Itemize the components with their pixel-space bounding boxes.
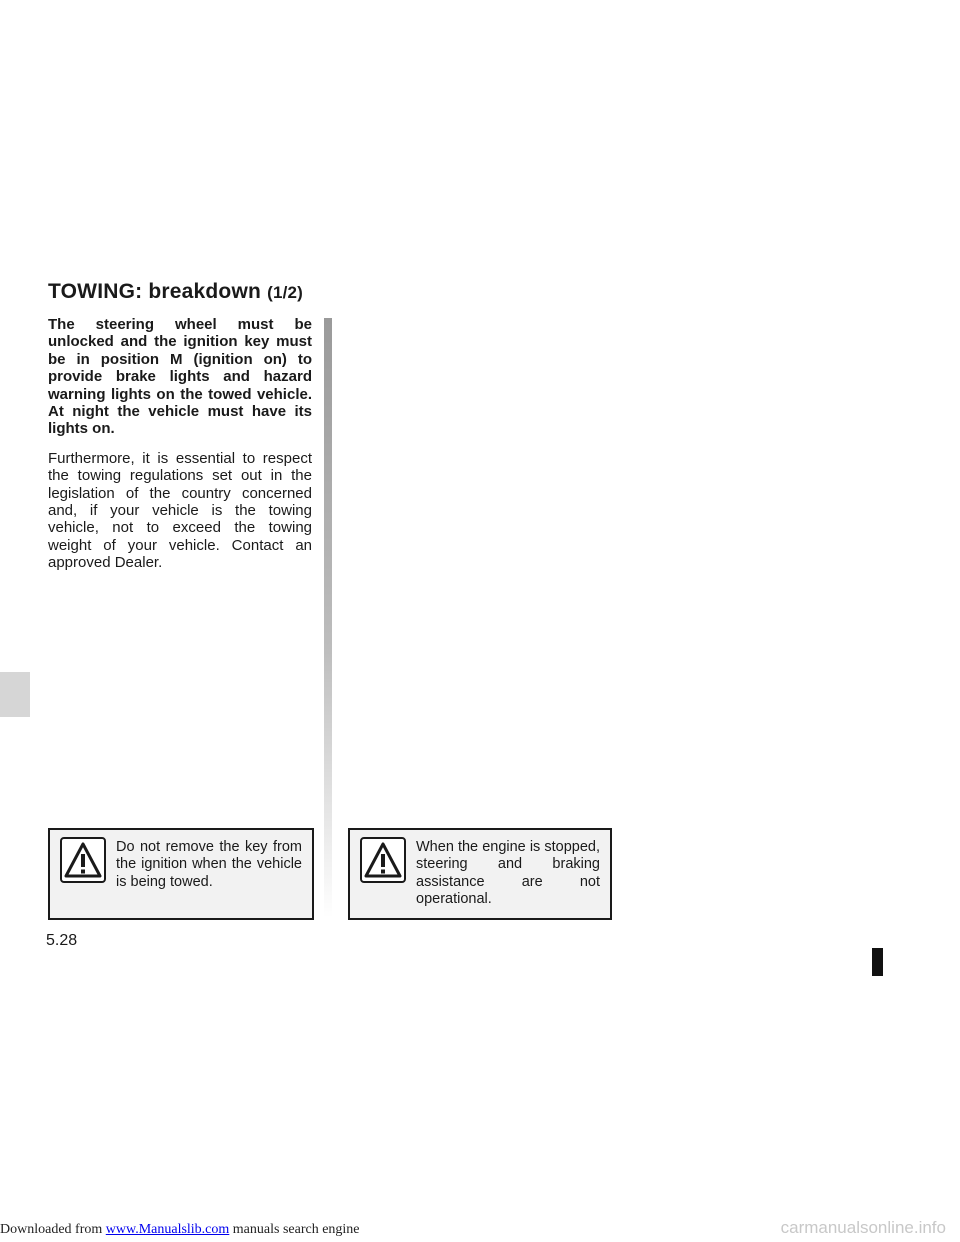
paragraph-regulations: Furthermore, it is essential to respect the towing regulations set out in the legislation of the country concerned and, if your vehicle is the towing vehicle, not to exceed the towing weight of your vehicle. Contact an approved Dealer. bbox=[48, 449, 312, 572]
section-end-marker bbox=[872, 948, 883, 976]
footer-prefix: Downloaded from bbox=[0, 1222, 106, 1237]
footer-source bbox=[0, 1222, 360, 1238]
column-divider bbox=[324, 318, 332, 918]
warning-text: When the engine is stopped, steering and braking assistance are not operational. bbox=[416, 839, 600, 907]
watermark-text: carmanualsonline.info bbox=[780, 1218, 946, 1237]
warning-box-key bbox=[48, 828, 314, 920]
title-main: TOWING: breakdown bbox=[48, 280, 262, 303]
warning-triangle-icon bbox=[360, 837, 406, 883]
title-part: (1/2) bbox=[267, 283, 304, 302]
chapter-tab bbox=[0, 672, 30, 717]
manualslib-link[interactable]: www.Manualslib.com bbox=[105, 1222, 230, 1237]
warning-box-engine bbox=[348, 828, 612, 920]
paragraph-steering: The steering wheel must be unlocked and the ignition key must be in position M (ignition on) to provide brake lights and hazard warning lights on the towed vehicle. At night the vehicle must have its lights on. bbox=[48, 316, 312, 438]
body-text bbox=[48, 316, 312, 584]
footer-suffix: manuals search engine bbox=[229, 1222, 360, 1237]
warning-text: Do not remove the key from the ignition when the vehicle is being towed. bbox=[116, 839, 302, 890]
page-number: 5.28 bbox=[46, 932, 78, 949]
warning-triangle-icon bbox=[60, 837, 106, 883]
page-title bbox=[48, 280, 303, 304]
